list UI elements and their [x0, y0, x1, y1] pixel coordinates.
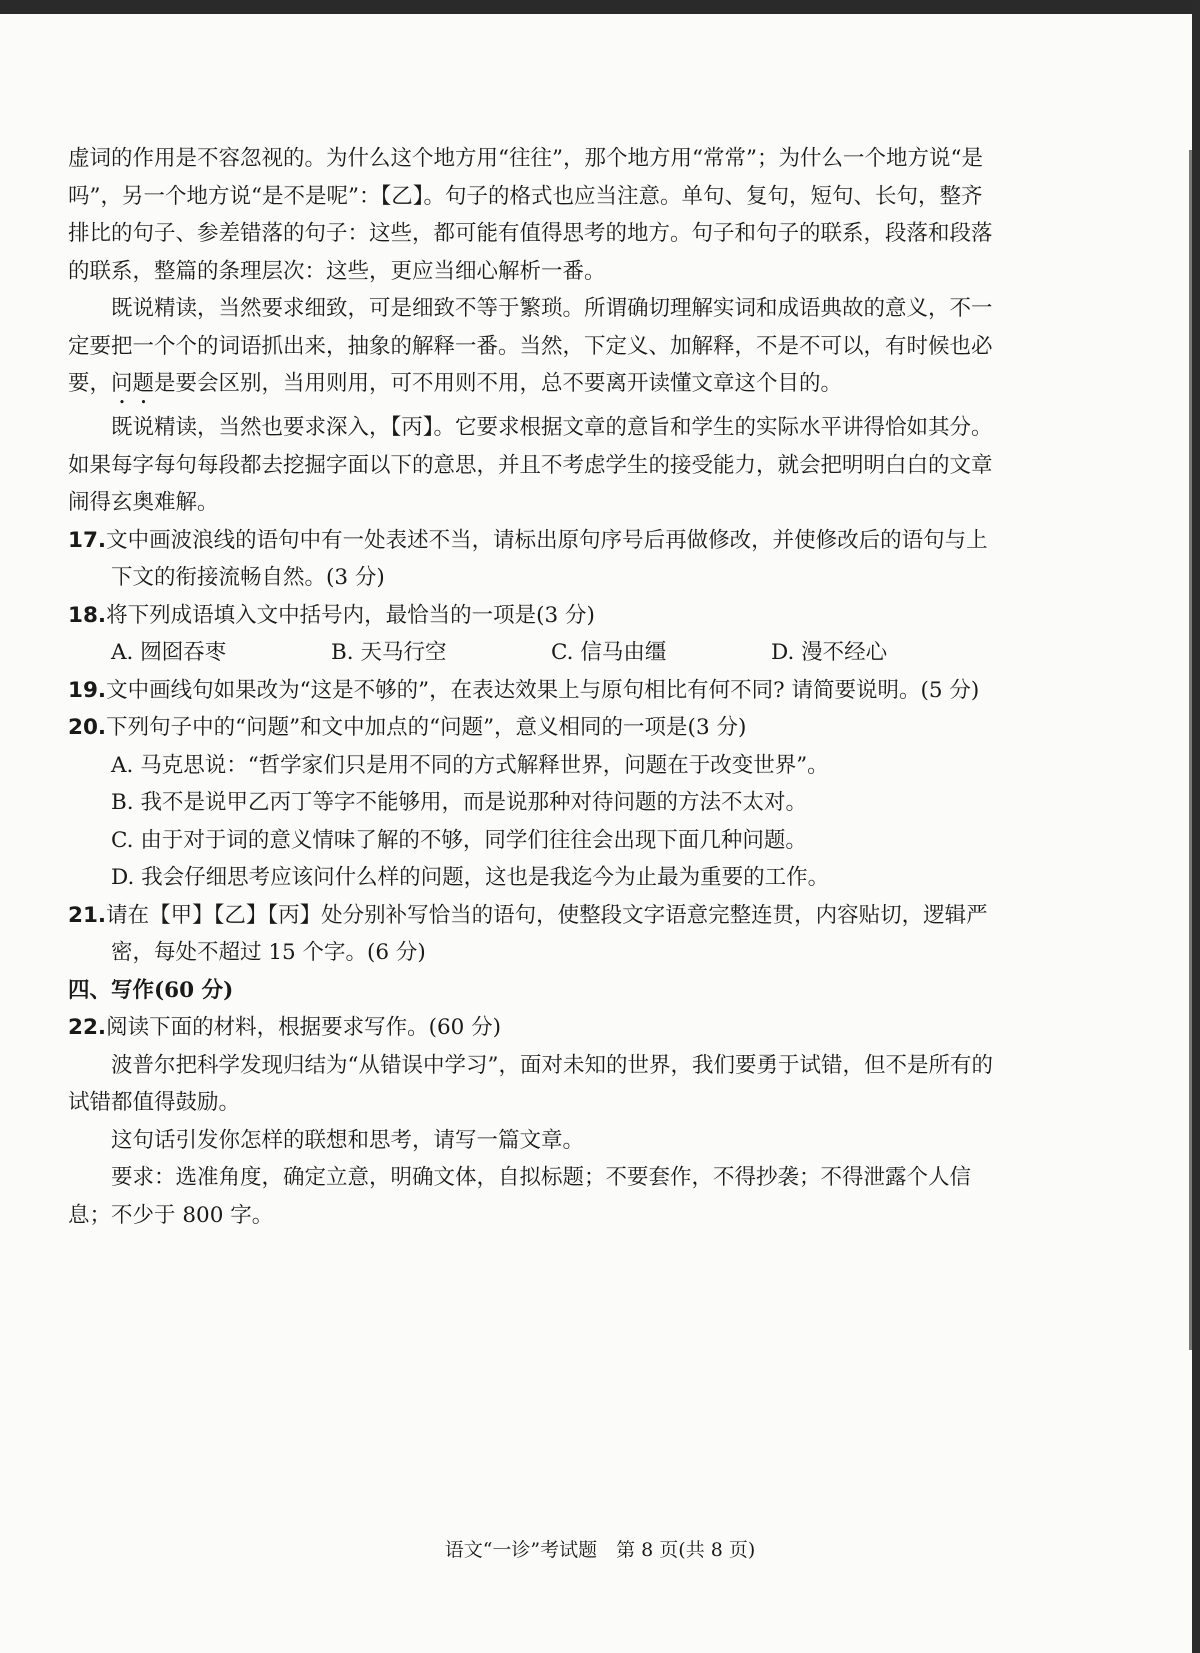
option-d: D. 漫不经心 — [771, 640, 888, 665]
option-c: C. 信马由缰 — [551, 640, 667, 665]
question-22: 22.阅读下面的材料，根据要求写作。(60 分) — [68, 1015, 502, 1040]
question-20: 20.下列句子中的“问题”和文中加点的“问题”，意义相同的一项是(3 分) — [68, 715, 747, 740]
passage-paragraph-2: 既说精读，当然要求细致，可是细致不等于繁琐。所谓确切理解实词和成语典故的意义，不一定要把一个个的词语抓出来，抽象的解释一番。当然，下定义、加解释，不是不可以，有时候也必要，问题是要会区别，当用则用，可不用则不用，总不要离开读懂文章这个目的。 — [68, 296, 993, 396]
question-18-options — [68, 634, 998, 672]
scan-edge-shadow — [1189, 150, 1192, 1350]
question-21: 21.请在【甲】【乙】【丙】处分别补写恰当的语句，使整段文字语意完整连贯，内容贴切，逻辑严密，每处不超过 15 个字。(6 分) — [68, 902, 988, 965]
question-18: 18.将下列成语填入文中括号内，最恰当的一项是(3 分) — [68, 602, 595, 628]
option-a: A. 马克思说：“哲学家们只是用不同的方式解释世界，问题在于改变世界”。 — [111, 752, 829, 778]
option-a: A. 囫囵吞枣 — [111, 640, 227, 665]
passage-paragraph-1: 虚词的作用是不容忽视的。为什么这个地方用“往往”，那个地方用“常常”；为什么一个地方说“是吗”，另一个地方说“是不是呢”：【乙】。句子的格式也应当注意。单句、复句，短句、长句，整齐排比的句子、参差错落的句子：这些，都可能有值得思考的地方。句子和句子的联系，段落和段落的联系，整篇的条理层次：这些，更应当细心解析一番。 — [68, 146, 993, 284]
scan-edge-right — [1192, 0, 1200, 1653]
passage-paragraph-3: 既说精读，当然也要求深入，【丙】。它要求根据文章的意旨和学生的实际水平讲得恰如其分。如果每字每句每段都去挖掘字面以下的意思，并且不考虑学生的接受能力，就会把明明白白的文章闹得玄奥难解。 — [68, 415, 993, 515]
option-b: B. 我不是说甲乙丙丁等字不能够用，而是说那种对待问题的方法不太对。 — [111, 790, 807, 815]
option-b: B. 天马行空 — [331, 640, 447, 665]
option-d: D. 我会仔细思考应该问什么样的问题，这也是我迄今为止最为重要的工作。 — [111, 865, 830, 890]
section-heading-writing: 四、写作(60 分) — [68, 977, 234, 1003]
exam-page — [68, 140, 998, 1234]
writing-requirements: 要求：选准角度，确定立意，明确文体，自拟标题；不要套作，不得抄袭；不得泄露个人信息；不少于 800 字。 — [68, 1165, 972, 1228]
scan-edge-top — [0, 0, 1200, 14]
question-17: 17.文中画波浪线的语句中有一处表述不当，请标出原句序号后再做修改，并使修改后的语句与上下文的衔接流畅自然。(3 分) — [68, 527, 988, 590]
page-footer: 语文“一诊”考试题 第 8 页(共 8 页) — [444, 1539, 756, 1561]
question-19: 19.文中画线句如果改为“这是不够的”，在表达效果上与原句相比有何不同? 请简要说明。(5 分) — [68, 677, 980, 703]
writing-prompt: 这句话引发你怎样的联想和思考，请写一篇文章。 — [111, 1127, 585, 1153]
dotted-word: 问题 — [111, 371, 155, 396]
writing-material: 波普尔把科学发现归结为“从错误中学习”，面对未知的世界，我们要勇于试错，但不是所有的试错都值得鼓励。 — [68, 1052, 993, 1115]
option-c: C. 由于对于词的意义情味了解的不够，同学们往往会出现下面几种问题。 — [111, 827, 807, 853]
